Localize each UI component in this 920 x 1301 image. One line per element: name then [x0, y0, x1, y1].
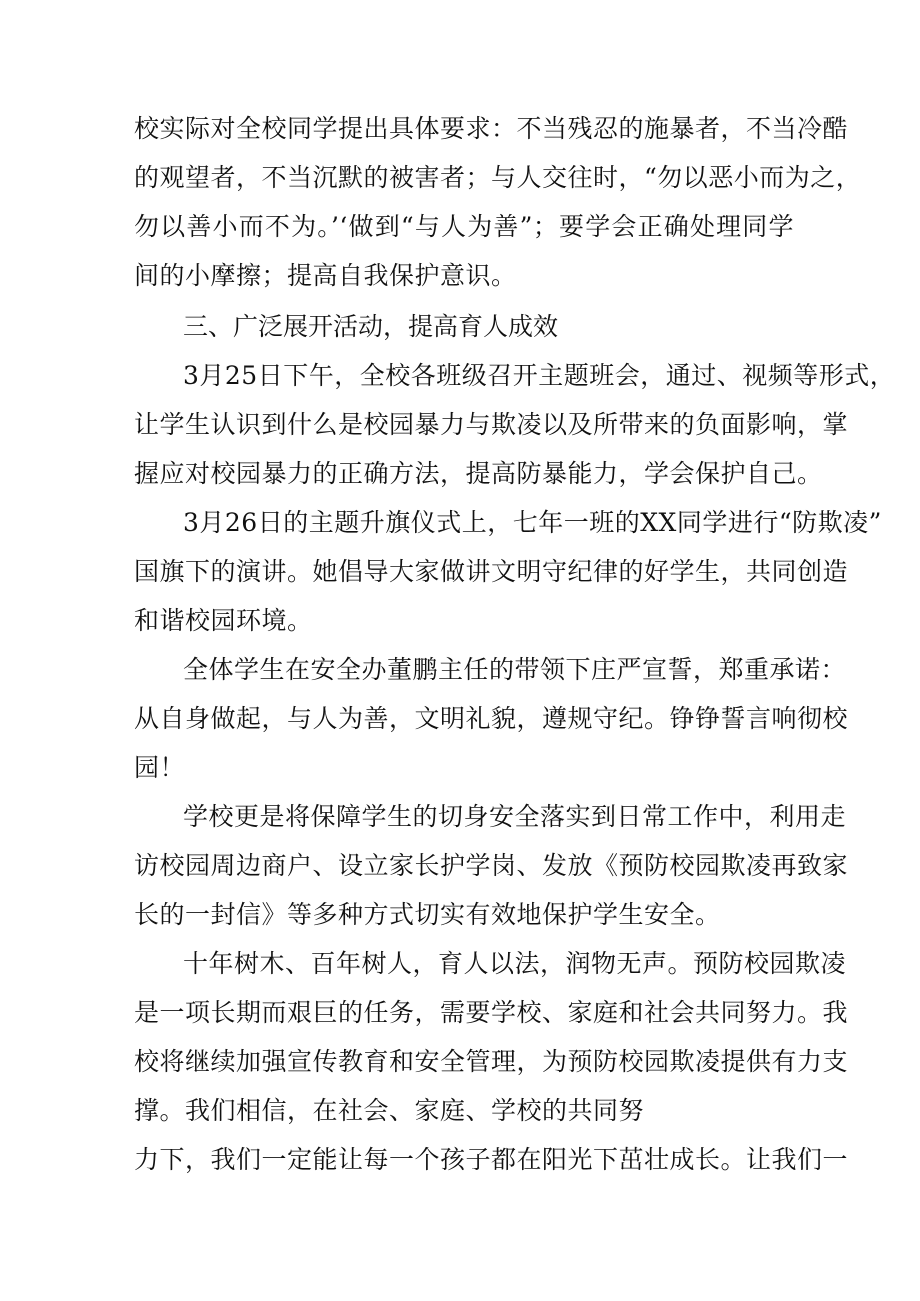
- paragraph-line: 间的小摩擦；提高自我保护意识。: [134, 261, 517, 290]
- paragraph-line: 3月26日的主题升旗仪式上，七年一班的XX同学进行“防欺凌”: [183, 508, 882, 537]
- paragraph-line: 长的一封信》等多种方式切实有效地保护学生安全。: [134, 900, 721, 929]
- paragraph-line: 园！: [134, 753, 186, 782]
- paragraph-line: 让学生认识到什么是校园暴力与欺凌以及所带来的负面影响，掌: [134, 410, 849, 439]
- paragraph-line: 访校园周边商户、设立家长护学岗、发放《预防校园欺凌再致家: [134, 851, 849, 880]
- section-heading: 三、广泛展开活动，提高育人成效: [183, 312, 559, 341]
- paragraph-line: 校将继续加强宣传教育和安全管理，为预防校园欺凌提供有力支: [134, 1047, 849, 1076]
- paragraph-line: 握应对校园暴力的正确方法，提高防暴能力，学会保护自己。: [134, 459, 823, 488]
- paragraph-line: 学校更是将保障学生的切身安全落实到日常工作中，利用走: [183, 802, 847, 831]
- paragraph-line: 撑。我们相信，在社会、家庭、学校的共同努: [134, 1096, 645, 1125]
- paragraph-line: 国旗下的演讲。她倡导大家做讲文明守纪律的好学生，共同创造: [134, 557, 849, 586]
- paragraph-line: 十年树木、百年树人，育人以法，润物无声。预防校园欺凌: [183, 949, 847, 978]
- paragraph-line: 力下，我们一定能让每一个孩子都在阳光下茁壮成长。让我们一: [134, 1145, 849, 1174]
- paragraph-line: 是一项长期而艰巨的任务，需要学校、家庭和社会共同努力。我: [134, 998, 849, 1027]
- paragraph-line: 校实际对全校同学提出具体要求：不当残忍的施暴者，不当冷酷: [134, 114, 849, 143]
- paragraph-line: 的观望者，不当沉默的被害者；与人交往时，“勿以恶小而为之，: [134, 163, 862, 192]
- paragraph-line: 和谐校园环境。: [134, 606, 313, 635]
- paragraph-line: 从自身做起，与人为善，文明礼貌，遵规守纪。铮铮誓言响彻校: [134, 704, 849, 733]
- paragraph-line: 勿以善小而不为。’‘做到“与人为善”；要学会正确处理同学: [134, 212, 794, 241]
- paragraph-line: 3月25日下午，全校各班级召开主题班会，通过、视频等形式，: [183, 361, 896, 390]
- paragraph-line: 全体学生在安全办董鹏主任的带领下庄严宣誓，郑重承诺：: [183, 655, 847, 684]
